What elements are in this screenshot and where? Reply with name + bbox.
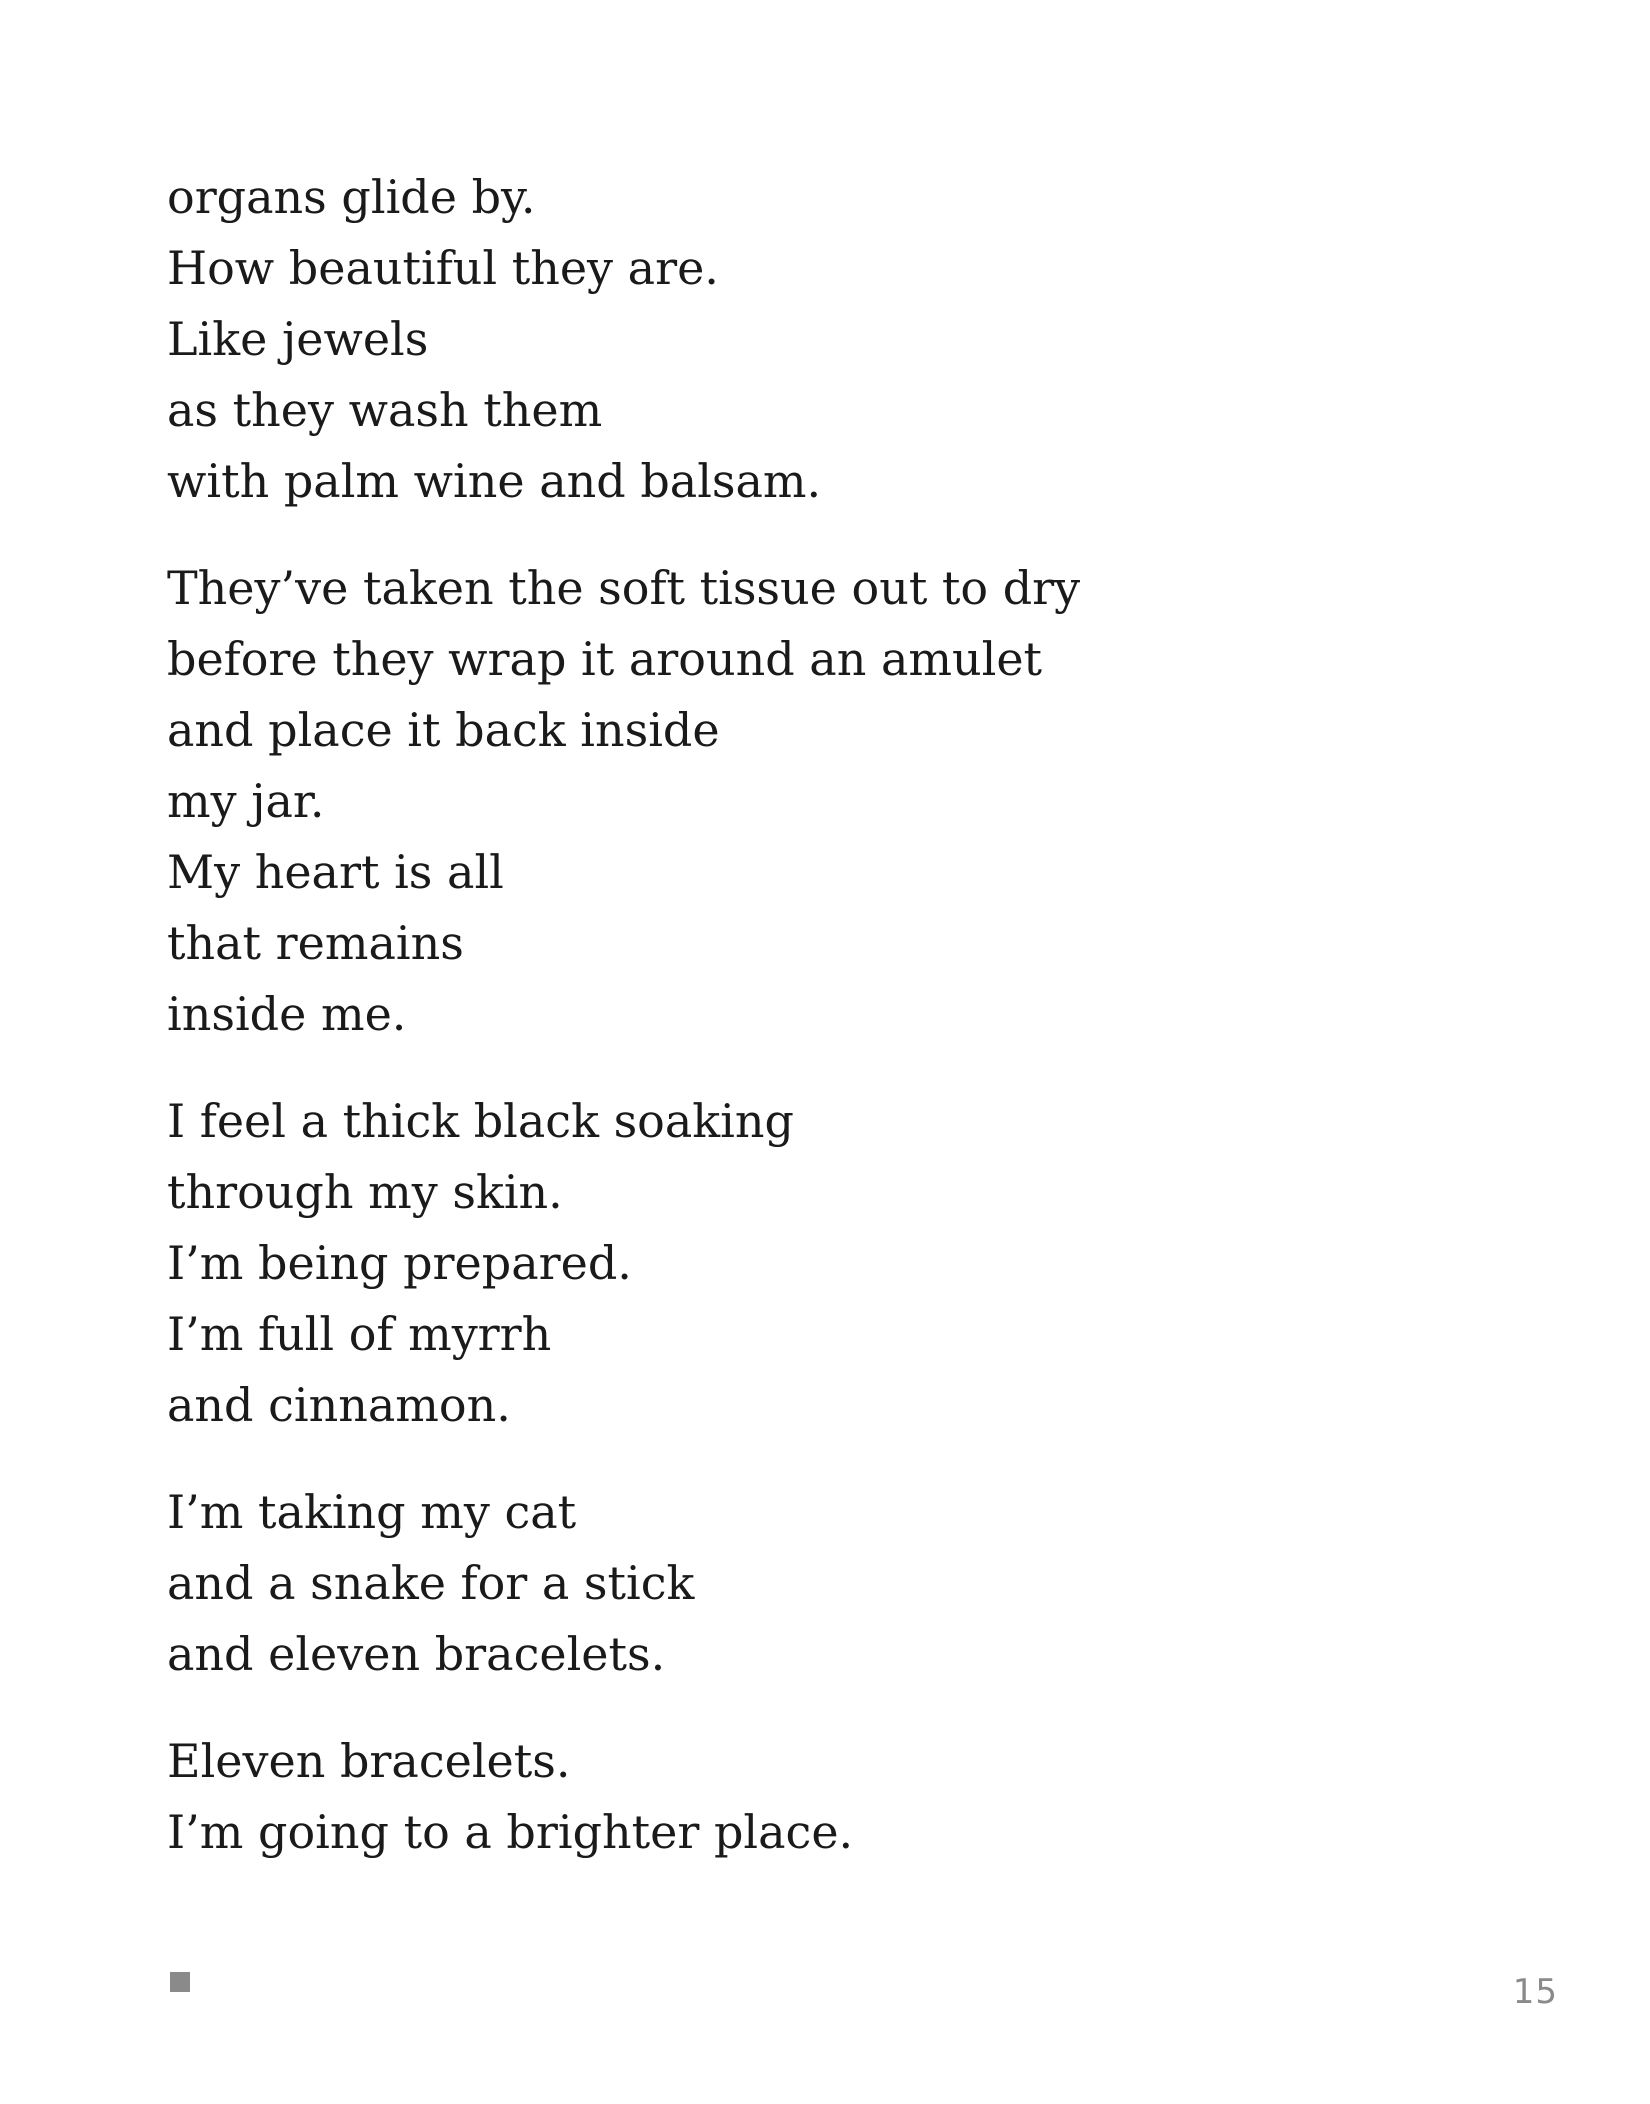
poem-line: as they wash them [167, 383, 603, 437]
poem-line: and place it back inside [167, 703, 720, 757]
poem-line: I’m going to a brighter place. [167, 1805, 854, 1859]
poem-line: My heart is all [167, 845, 504, 899]
poem-line: Eleven bracelets. [167, 1734, 571, 1788]
poem-line: They’ve taken the soft tissue out to dry [167, 561, 1081, 615]
poem-line: and eleven bracelets. [167, 1627, 666, 1681]
poem-line: organs glide by. [167, 170, 536, 224]
poem-line: and cinnamon. [167, 1378, 511, 1432]
stanza-5 [167, 1726, 1487, 1868]
footer-square-marker [170, 1972, 190, 1992]
poem-line: I’m full of myrrh [167, 1307, 552, 1361]
stanza-3 [167, 1086, 1487, 1441]
poem-line: before they wrap it around an amulet [167, 632, 1043, 686]
poem-body [167, 162, 1487, 1904]
poem-line: inside me. [167, 987, 407, 1041]
poem-line: I’m taking my cat [167, 1485, 577, 1539]
poem-line: How beautiful they are. [167, 241, 719, 295]
poem-line: that remains [167, 916, 464, 970]
stanza-4 [167, 1477, 1487, 1690]
stanza-2 [167, 553, 1487, 1050]
poem-line: with palm wine and balsam. [167, 454, 822, 508]
poem-line: and a snake for a stick [167, 1556, 695, 1610]
poem-line: I’m being prepared. [167, 1236, 632, 1290]
stanza-1 [167, 162, 1487, 517]
poem-line: my jar. [167, 774, 325, 828]
page-number: 15 [1512, 1972, 1558, 2012]
poem-line: through my skin. [167, 1165, 563, 1219]
poem-line: Like jewels [167, 312, 429, 366]
poem-line: I feel a thick black soaking [167, 1094, 794, 1148]
